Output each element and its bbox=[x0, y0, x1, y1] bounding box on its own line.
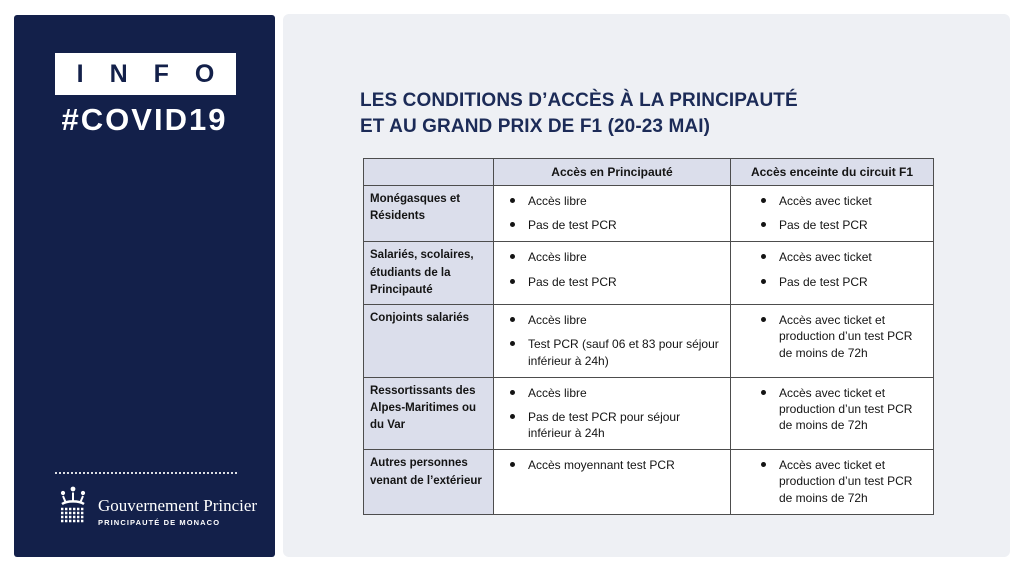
bullet-item: Accès avec ticket et production d’un test PCR de moins de 72h bbox=[759, 312, 929, 361]
principaute-cell bbox=[494, 242, 731, 305]
bullet-item: Pas de test PCR bbox=[759, 217, 929, 233]
table-header-row bbox=[364, 159, 934, 186]
principaute-cell bbox=[494, 450, 731, 515]
government-name: Gouvernement Princier bbox=[98, 496, 258, 515]
bullet-item: Pas de test PCR bbox=[759, 274, 929, 290]
sidebar bbox=[14, 15, 275, 557]
category-cell: Conjoints salariés bbox=[364, 305, 494, 378]
header-principaute: Accès en Principauté bbox=[494, 159, 731, 186]
category-cell: Autres personnes venant de l’extérieur bbox=[364, 450, 494, 515]
bullet-item: Accès avec ticket et production d’un test PCR de moins de 72h bbox=[759, 385, 929, 434]
table-row-autres bbox=[364, 450, 934, 515]
government-subtitle: PRINCIPAUTÉ DE MONACO bbox=[98, 518, 221, 527]
bullet-item: Accès libre bbox=[508, 312, 726, 328]
covid-hashtag: #COVID19 bbox=[61, 102, 228, 137]
category-cell: Monégasques et Résidents bbox=[364, 186, 494, 242]
dotted-divider bbox=[55, 472, 237, 474]
government-logo-block bbox=[55, 485, 257, 529]
circuit-cell bbox=[731, 377, 934, 450]
table-row-ressortissants bbox=[364, 377, 934, 450]
info-badge bbox=[55, 53, 241, 95]
title-line-1: LES CONDITIONS D’ACCÈS À LA PRINCIPAUTÉ bbox=[360, 90, 798, 111]
principaute-cell bbox=[494, 305, 731, 378]
bullet-item: Pas de test PCR bbox=[508, 217, 726, 233]
bullet-item: Test PCR (sauf 06 et 83 pour séjour inférieur à 24h) bbox=[508, 336, 726, 368]
info-label: INFO bbox=[76, 59, 241, 88]
page-title bbox=[360, 88, 798, 140]
bullet-item: Accès avec ticket et production d’un test PCR de moins de 72h bbox=[759, 457, 929, 506]
circuit-cell bbox=[731, 242, 934, 305]
bullet-item: Accès avec ticket bbox=[759, 193, 929, 209]
bullet-item: Pas de test PCR bbox=[508, 274, 726, 290]
bullet-item: Accès libre bbox=[508, 385, 726, 401]
principaute-cell bbox=[494, 186, 731, 242]
table-row-salaries bbox=[364, 242, 934, 305]
title-line-2: ET AU GRAND PRIX DE F1 (20-23 MAI) bbox=[360, 116, 711, 137]
bullet-item: Accès moyennant test PCR bbox=[508, 457, 726, 473]
principaute-cell bbox=[494, 377, 731, 450]
monaco-crown-logo bbox=[55, 485, 91, 529]
category-cell: Salariés, scolaires, étudiants de la Principauté bbox=[364, 242, 494, 305]
bullet-item: Accès libre bbox=[508, 249, 726, 265]
header-category-blank bbox=[364, 159, 494, 186]
bullet-item: Pas de test PCR pour séjour inférieur à 24h bbox=[508, 409, 726, 441]
circuit-cell bbox=[731, 305, 934, 378]
table-row-conjoints bbox=[364, 305, 934, 378]
circuit-cell bbox=[731, 186, 934, 242]
bullet-item: Accès libre bbox=[508, 193, 726, 209]
category-cell: Ressortissants des Alpes-Maritimes ou du Var bbox=[364, 377, 494, 450]
table-row-monegasques bbox=[364, 186, 934, 242]
government-text bbox=[98, 485, 257, 527]
header-circuit: Accès enceinte du circuit F1 bbox=[731, 159, 934, 186]
bullet-item: Accès avec ticket bbox=[759, 249, 929, 265]
circuit-cell bbox=[731, 450, 934, 515]
access-conditions-table bbox=[363, 158, 934, 515]
